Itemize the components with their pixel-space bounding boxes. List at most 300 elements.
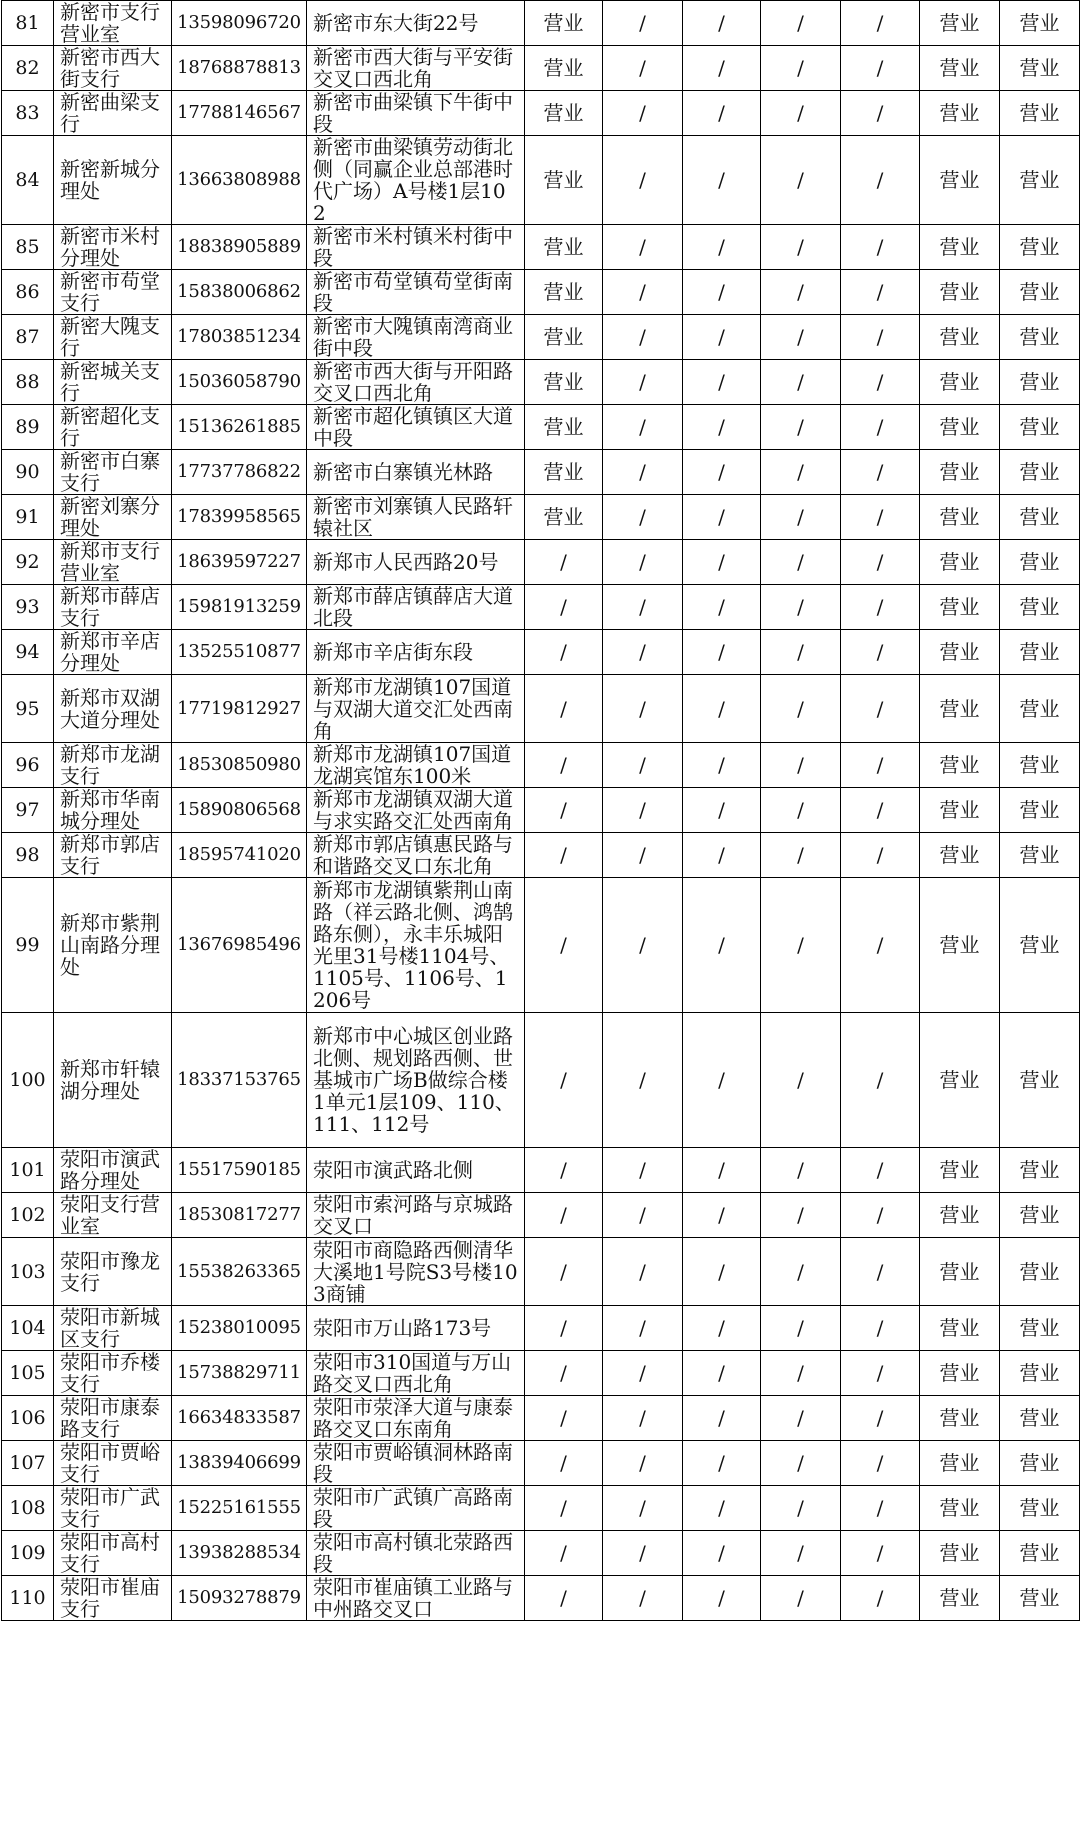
status-cell: / [683,450,761,495]
phone-number: 15738829711 [172,1351,307,1396]
branch-address: 荥阳市商隐路西侧清华大溪地1号院S3号楼103商铺 [307,1238,525,1306]
branch-address: 新郑市龙湖镇107国道与双湖大道交汇处西南角 [307,675,525,743]
status-cell: 营业 [1000,270,1080,315]
status-cell: 营业 [525,270,603,315]
status-cell: / [525,585,603,630]
status-cell: / [841,405,920,450]
table-row [2,315,1080,360]
status-cell: 营业 [920,1441,1000,1486]
status-cell: / [603,788,683,833]
table-row [2,1306,1080,1351]
status-cell: / [603,675,683,743]
phone-number: 17737786822 [172,450,307,495]
status-cell: 营业 [920,1306,1000,1351]
status-cell: / [603,1351,683,1396]
status-cell: / [525,878,603,1013]
row-number: 105 [2,1351,54,1396]
status-cell: 营业 [920,833,1000,878]
branch-name: 荥阳市广武支行 [54,1486,172,1531]
branch-name: 新密市西大街支行 [54,46,172,91]
table-row [2,1531,1080,1576]
branch-name: 荥阳市演武路分理处 [54,1148,172,1193]
status-cell: / [683,1193,761,1238]
status-cell: / [683,585,761,630]
branch-address: 荥阳市广武镇广高路南段 [307,1486,525,1531]
branch-name: 荥阳市康泰路支行 [54,1396,172,1441]
branch-address: 新郑市龙湖镇紫荆山南路（祥云路北侧、鸿鹄路东侧），永丰乐城阳光里31号楼1104号、1105号、1106号、1206号 [307,878,525,1013]
status-cell: 营业 [920,315,1000,360]
phone-number: 18838905889 [172,225,307,270]
branch-address: 新密市米村镇米村街中段 [307,225,525,270]
status-cell: 营业 [1000,1396,1080,1441]
status-cell: / [841,1148,920,1193]
table-row [2,91,1080,136]
status-cell: / [603,1441,683,1486]
branch-name: 新郑市辛店分理处 [54,630,172,675]
table-row [2,136,1080,225]
status-cell: 营业 [920,675,1000,743]
row-number: 100 [2,1013,54,1148]
status-cell: / [603,405,683,450]
phone-number: 15838006862 [172,270,307,315]
branch-address: 新密市刘寨镇人民路轩辕社区 [307,495,525,540]
branch-name: 新密城关支行 [54,360,172,405]
status-cell: 营业 [525,46,603,91]
status-cell: / [841,1576,920,1621]
status-cell: 营业 [1000,585,1080,630]
status-cell: 营业 [920,540,1000,585]
status-cell: / [841,675,920,743]
branch-address: 新密市西大街与开阳路交叉口西北角 [307,360,525,405]
status-cell: / [761,1396,841,1441]
status-cell: / [761,833,841,878]
status-cell: 营业 [1000,315,1080,360]
table-row [2,360,1080,405]
status-cell: / [841,1396,920,1441]
branch-name: 新密市米村分理处 [54,225,172,270]
row-number: 107 [2,1441,54,1486]
status-cell: / [841,270,920,315]
status-cell: / [603,1013,683,1148]
branch-name: 新郑市华南城分理处 [54,788,172,833]
status-cell: 营业 [525,405,603,450]
phone-number: 13525510877 [172,630,307,675]
status-cell: / [761,1193,841,1238]
status-cell: / [525,1396,603,1441]
status-cell: 营业 [1000,1351,1080,1396]
table-row [2,405,1080,450]
status-cell: / [603,1193,683,1238]
status-cell: 营业 [1000,495,1080,540]
status-cell: 营业 [920,91,1000,136]
status-cell: 营业 [920,1531,1000,1576]
status-cell: / [603,1531,683,1576]
status-cell: / [603,270,683,315]
status-cell: / [603,225,683,270]
status-cell: 营业 [525,450,603,495]
status-cell: 营业 [920,360,1000,405]
row-number: 87 [2,315,54,360]
status-cell: 营业 [525,136,603,225]
status-cell: 营业 [1000,833,1080,878]
phone-number: 18595741020 [172,833,307,878]
table-row [2,450,1080,495]
table-row [2,1193,1080,1238]
status-cell: / [683,1,761,46]
status-cell: / [683,405,761,450]
status-cell: / [841,630,920,675]
branch-name: 新郑市龙湖支行 [54,743,172,788]
status-cell: / [761,405,841,450]
status-cell: 营业 [920,270,1000,315]
status-cell: / [683,1148,761,1193]
row-number: 97 [2,788,54,833]
status-cell: 营业 [525,495,603,540]
row-number: 99 [2,878,54,1013]
phone-number: 15517590185 [172,1148,307,1193]
status-cell: / [525,1531,603,1576]
status-cell: / [603,878,683,1013]
status-cell: 营业 [1000,405,1080,450]
branch-address: 新密市超化镇镇区大道中段 [307,405,525,450]
status-cell: / [761,585,841,630]
phone-number: 13839406699 [172,1441,307,1486]
status-cell: / [525,540,603,585]
row-number: 91 [2,495,54,540]
status-cell: 营业 [1000,91,1080,136]
status-cell: 营业 [525,360,603,405]
status-cell: 营业 [920,405,1000,450]
phone-number: 18530817277 [172,1193,307,1238]
phone-number: 18337153765 [172,1013,307,1148]
phone-number: 17719812927 [172,675,307,743]
status-cell: 营业 [920,585,1000,630]
phone-number: 15981913259 [172,585,307,630]
status-cell: 营业 [1000,1531,1080,1576]
phone-number: 15890806568 [172,788,307,833]
row-number: 104 [2,1306,54,1351]
table-row [2,675,1080,743]
branch-name: 新密曲梁支行 [54,91,172,136]
status-cell: / [525,1148,603,1193]
status-cell: / [525,1441,603,1486]
status-cell: / [841,46,920,91]
status-cell: / [683,630,761,675]
status-cell: / [761,450,841,495]
status-cell: / [841,585,920,630]
status-cell: 营业 [1000,450,1080,495]
status-cell: / [761,136,841,225]
status-cell: / [525,1486,603,1531]
branch-address: 新密市曲梁镇劳动街北侧（同赢企业总部港时代广场）A号楼1层102 [307,136,525,225]
status-cell: / [761,91,841,136]
status-cell: / [683,270,761,315]
branch-address: 荥阳市演武路北侧 [307,1148,525,1193]
phone-number: 15225161555 [172,1486,307,1531]
branch-address: 荥阳市崔庙镇工业路与中州路交叉口 [307,1576,525,1621]
branch-address: 新郑市中心城区创业路北侧、规划路西侧、世基城市广场B做综合楼1单元1层109、110、111、112号 [307,1013,525,1148]
status-cell: / [761,1441,841,1486]
phone-number: 13598096720 [172,1,307,46]
status-cell: / [761,495,841,540]
status-cell: / [603,315,683,360]
branch-address: 新密市大隗镇南湾商业街中段 [307,315,525,360]
status-cell: / [761,1013,841,1148]
status-cell: / [761,270,841,315]
branch-name: 新郑市郭店支行 [54,833,172,878]
phone-number: 15238010095 [172,1306,307,1351]
status-cell: / [683,360,761,405]
status-cell: / [841,360,920,405]
branch-address: 荥阳市万山路173号 [307,1306,525,1351]
status-cell: / [841,1193,920,1238]
phone-number: 16634833587 [172,1396,307,1441]
status-cell: / [603,360,683,405]
phone-number: 15136261885 [172,405,307,450]
row-number: 88 [2,360,54,405]
phone-number: 13663808988 [172,136,307,225]
table-row [2,540,1080,585]
row-number: 82 [2,46,54,91]
status-cell: / [683,1396,761,1441]
branch-address: 新郑市龙湖镇双湖大道与求实路交汇处西南角 [307,788,525,833]
status-cell: 营业 [920,1486,1000,1531]
row-number: 83 [2,91,54,136]
status-cell: 营业 [920,1,1000,46]
branch-address: 新密市东大街22号 [307,1,525,46]
status-cell: / [841,1306,920,1351]
row-number: 98 [2,833,54,878]
status-cell: / [603,91,683,136]
branch-name: 荥阳市贾峪支行 [54,1441,172,1486]
status-cell: / [841,743,920,788]
table-row [2,788,1080,833]
branch-name: 新密市支行营业室 [54,1,172,46]
row-number: 103 [2,1238,54,1306]
row-number: 94 [2,630,54,675]
status-cell: / [761,315,841,360]
status-cell: / [525,1013,603,1148]
status-cell: / [841,878,920,1013]
status-cell: 营业 [920,450,1000,495]
status-cell: 营业 [525,91,603,136]
status-cell: 营业 [1000,46,1080,91]
phone-number: 17803851234 [172,315,307,360]
status-cell: / [761,1238,841,1306]
status-cell: 营业 [1000,788,1080,833]
status-cell: / [683,1306,761,1351]
status-cell: / [761,1351,841,1396]
row-number: 92 [2,540,54,585]
branch-name: 荥阳市豫龙支行 [54,1238,172,1306]
status-cell: 营业 [920,1576,1000,1621]
status-cell: / [603,450,683,495]
status-cell: / [761,1576,841,1621]
status-cell: / [603,1486,683,1531]
status-cell: / [761,540,841,585]
row-number: 102 [2,1193,54,1238]
table-row [2,225,1080,270]
table-row [2,833,1080,878]
status-cell: 营业 [920,1193,1000,1238]
phone-number: 15036058790 [172,360,307,405]
branch-name: 荥阳市崔庙支行 [54,1576,172,1621]
status-cell: / [841,1,920,46]
status-cell: / [525,743,603,788]
table-row [2,1486,1080,1531]
row-number: 90 [2,450,54,495]
branch-name: 新郑市薛店支行 [54,585,172,630]
status-cell: 营业 [920,136,1000,225]
table-row [2,270,1080,315]
status-cell: 营业 [1000,878,1080,1013]
status-cell: / [683,743,761,788]
status-cell: / [841,1013,920,1148]
status-cell: / [683,675,761,743]
status-cell: 营业 [1000,136,1080,225]
status-cell: 营业 [920,46,1000,91]
table-row [2,1396,1080,1441]
status-cell: 营业 [525,1,603,46]
status-cell: / [603,46,683,91]
status-cell: 营业 [920,1238,1000,1306]
status-cell: 营业 [920,743,1000,788]
status-cell: / [761,1148,841,1193]
status-cell: / [841,1238,920,1306]
status-cell: / [525,1576,603,1621]
status-cell: / [603,136,683,225]
status-cell: / [683,1441,761,1486]
status-cell: / [683,91,761,136]
table-row [2,743,1080,788]
status-cell: 营业 [920,495,1000,540]
row-number: 96 [2,743,54,788]
status-cell: / [683,136,761,225]
status-cell: / [683,315,761,360]
status-cell: / [683,225,761,270]
table-row [2,630,1080,675]
branch-name: 新密大隗支行 [54,315,172,360]
status-cell: 营业 [920,1396,1000,1441]
table-row [2,1576,1080,1621]
table-row [2,1238,1080,1306]
status-cell: 营业 [1000,1148,1080,1193]
status-cell: / [683,540,761,585]
status-cell: / [603,495,683,540]
row-number: 93 [2,585,54,630]
branch-address: 新密市西大街与平安街交叉口西北角 [307,46,525,91]
branch-name: 荥阳市乔楼支行 [54,1351,172,1396]
status-cell: / [525,1238,603,1306]
status-cell: 营业 [920,878,1000,1013]
status-cell: 营业 [1000,1013,1080,1148]
status-cell: 营业 [920,1013,1000,1148]
status-cell: 营业 [525,225,603,270]
status-cell: / [525,675,603,743]
status-cell: / [603,585,683,630]
row-number: 89 [2,405,54,450]
branch-name: 新郑市轩辕湖分理处 [54,1013,172,1148]
status-cell: / [683,1351,761,1396]
status-cell: 营业 [920,1351,1000,1396]
table-row [2,46,1080,91]
status-cell: / [761,1,841,46]
status-cell: / [761,630,841,675]
row-number: 101 [2,1148,54,1193]
status-cell: 营业 [1000,675,1080,743]
branch-name: 新郑市支行营业室 [54,540,172,585]
branch-name: 荥阳市高村支行 [54,1531,172,1576]
branch-name: 新密市苟堂支行 [54,270,172,315]
status-cell: / [603,1396,683,1441]
status-cell: / [683,46,761,91]
table-row [2,878,1080,1013]
status-cell: 营业 [1000,225,1080,270]
row-number: 106 [2,1396,54,1441]
status-cell: / [761,360,841,405]
branch-address: 新郑市薛店镇薛店大道北段 [307,585,525,630]
status-cell: 营业 [1000,1238,1080,1306]
branch-address: 新郑市郭店镇惠民路与和谐路交叉口东北角 [307,833,525,878]
row-number: 85 [2,225,54,270]
row-number: 84 [2,136,54,225]
status-cell: 营业 [1000,1193,1080,1238]
status-cell: 营业 [920,1148,1000,1193]
table-row [2,1013,1080,1148]
status-cell: / [841,225,920,270]
status-cell: / [603,743,683,788]
branch-name: 荥阳市新城区支行 [54,1306,172,1351]
status-cell: / [841,315,920,360]
branch-address: 荥阳市310国道与万山路交叉口西北角 [307,1351,525,1396]
status-cell: / [841,495,920,540]
status-cell: / [761,225,841,270]
status-cell: / [603,540,683,585]
branch-address: 荥阳市索河路与京城路交叉口 [307,1193,525,1238]
status-cell: / [603,1576,683,1621]
phone-number: 18768878813 [172,46,307,91]
status-cell: / [603,1306,683,1351]
status-cell: / [603,833,683,878]
status-cell: / [603,1,683,46]
phone-number: 13938288534 [172,1531,307,1576]
status-cell: / [841,136,920,225]
row-number: 109 [2,1531,54,1576]
branch-name: 新郑市双湖大道分理处 [54,675,172,743]
status-cell: / [683,495,761,540]
status-cell: / [683,1576,761,1621]
status-cell: / [525,833,603,878]
status-cell: / [841,833,920,878]
branch-name: 荥阳支行营业室 [54,1193,172,1238]
row-number: 108 [2,1486,54,1531]
status-cell: / [761,1486,841,1531]
status-cell: 营业 [1000,743,1080,788]
status-cell: / [603,1238,683,1306]
status-cell: 营业 [1000,1441,1080,1486]
table-row [2,1,1080,46]
status-cell: / [841,1351,920,1396]
status-cell: 营业 [1000,1486,1080,1531]
status-cell: / [683,788,761,833]
branch-address: 荥阳市荥泽大道与康泰路交叉口东南角 [307,1396,525,1441]
status-cell: 营业 [1000,1,1080,46]
status-cell: / [761,1306,841,1351]
status-cell: / [603,1148,683,1193]
table-row [2,1441,1080,1486]
status-cell: / [683,1531,761,1576]
status-cell: / [841,450,920,495]
